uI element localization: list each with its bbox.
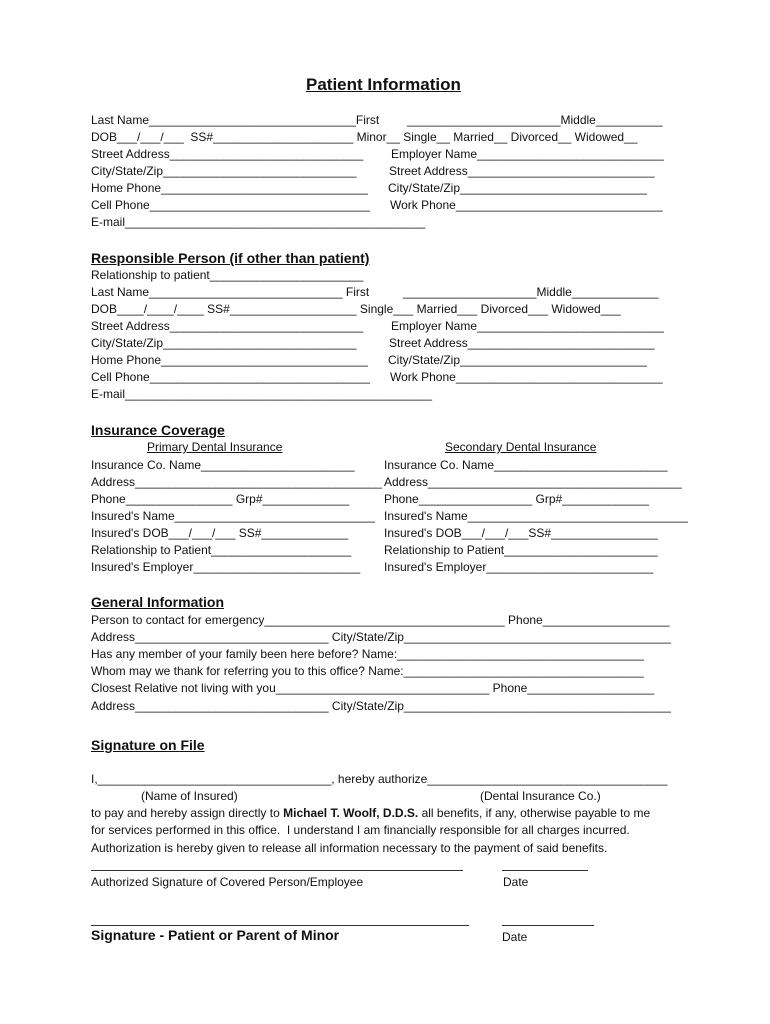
resp-street-address-field[interactable]: Street Address_____________________________ [91, 319, 364, 333]
resp-last-name-field[interactable]: Last Name_____________________________ First [91, 285, 370, 299]
patient-date-label: Date [502, 930, 528, 944]
home-phone-field[interactable]: Home Phone_______________________________ [91, 181, 368, 195]
primary-insured-dob-field[interactable]: Insured's DOB___/___/___ SS#_____________ [91, 526, 349, 540]
resp-work-phone-field[interactable]: Work Phone_______________________________ [390, 370, 663, 384]
email-field[interactable]: E-mail_____________________________________________ [91, 215, 426, 229]
secondary-insurance-co-field[interactable]: Insurance Co. Name__________________________ [384, 458, 668, 472]
dental-insurance-co-caption: (Dental Insurance Co.) [480, 789, 601, 803]
secondary-phone-grp-field[interactable]: Phone_________________ Grp#_____________ [384, 492, 649, 506]
family-member-field[interactable]: Has any member of your family been here before? Name:_____________________________________ [91, 647, 645, 661]
responsibility-paragraph: for services performed in this office. I understand I am financially responsible for all charges incurred. [91, 823, 630, 837]
authorized-date-line[interactable] [502, 870, 588, 871]
primary-insurance-label: Primary Dental Insurance [147, 440, 283, 454]
resp-cell-phone-field[interactable]: Cell Phone_________________________________ [91, 370, 370, 384]
doctor-name: Michael T. Woolf, D.D.S. [283, 806, 419, 820]
primary-address-field[interactable]: Address_____________________________________ [91, 475, 382, 489]
referral-field[interactable]: Whom may we thank for referring you to this office? Name:____________________________________ [91, 664, 644, 678]
signature-on-file-heading: Signature on File [91, 737, 205, 753]
resp-employer-name-field[interactable]: Employer Name____________________________ [391, 319, 664, 333]
assignment-text-b: all benefits, if any, otherwise payable to me [418, 806, 651, 820]
secondary-address-field[interactable]: Address______________________________________ [384, 475, 682, 489]
authorized-signature-label: Authorized Signature of Covered Person/Employee [91, 875, 364, 889]
resp-employer-street-field[interactable]: Street Address____________________________ [389, 336, 655, 350]
work-phone-field[interactable]: Work Phone_______________________________ [390, 198, 663, 212]
patient-date-line[interactable] [502, 925, 594, 926]
authorized-date-label: Date [503, 875, 529, 889]
emergency-address-field[interactable]: Address_____________________________ City/State/Zip________________________________________ [91, 630, 671, 644]
responsible-person-heading: Responsible Person (if other than patient) [91, 250, 370, 266]
resp-dob-ss-marital-field[interactable]: DOB____/____/____ SS#___________________ Single___ Married___ Divorced___ Widowed___ [91, 302, 621, 316]
relative-address-field[interactable]: Address_____________________________ City/State/Zip________________________________________ [91, 699, 671, 713]
primary-phone-grp-field[interactable]: Phone________________ Grp#_____________ [91, 492, 350, 506]
employer-city-state-zip-field[interactable]: City/State/Zip____________________________ [388, 181, 647, 195]
authorized-signature-line[interactable] [91, 870, 463, 871]
page-title: Patient Information [306, 75, 461, 94]
insurance-coverage-heading: Insurance Coverage [91, 422, 225, 438]
name-of-insured-caption: (Name of Insured) [141, 789, 238, 803]
authorization-line[interactable]: I,___________________________________, hereby authorize____________________________________ [91, 772, 668, 786]
resp-employer-city-field[interactable]: City/State/Zip____________________________ [388, 353, 647, 367]
resp-email-field[interactable]: E-mail______________________________________________ [91, 387, 432, 401]
resp-home-phone-field[interactable]: Home Phone_______________________________ [91, 353, 368, 367]
relationship-to-patient-field[interactable]: Relationship to patient_______________________ [91, 268, 364, 282]
secondary-insured-dob-field[interactable]: Insured's DOB___/___/___SS#________________ [384, 526, 658, 540]
assignment-paragraph [91, 805, 650, 821]
secondary-relationship-field[interactable]: Relationship to Patient_______________________ [384, 543, 658, 557]
city-state-zip-field[interactable]: City/State/Zip_____________________________ [91, 164, 357, 178]
emergency-contact-field[interactable]: Person to contact for emergency____________________________________ Phone___________________ [91, 613, 670, 627]
dob-ss-marital-field[interactable]: DOB___/___/___ SS#_____________________ Minor__ Single__ Married__ Divorced__ Widowed__ [91, 130, 638, 144]
closest-relative-field[interactable]: Closest Relative not living with you________________________________ Phone___________________ [91, 681, 655, 695]
general-information-heading: General Information [91, 594, 225, 610]
secondary-insured-name-field[interactable]: Insured's Name_________________________________ [384, 509, 688, 523]
employer-street-address-field[interactable]: Street Address____________________________ [389, 164, 655, 178]
secondary-insured-employer-field[interactable]: Insured's Employer_________________________ [384, 560, 654, 574]
patient-signature-label: Signature - Patient or Parent of Minor [91, 927, 340, 943]
release-paragraph: Authorization is hereby given to release all information necessary to the payment of said benefits. [91, 841, 608, 855]
first-middle-field[interactable]: _______________________Middle__________ [407, 113, 663, 127]
cell-phone-field[interactable]: Cell Phone_________________________________ [91, 198, 370, 212]
primary-relationship-field[interactable]: Relationship to Patient_____________________ [91, 543, 352, 557]
resp-city-state-zip-field[interactable]: City/State/Zip_____________________________ [91, 336, 357, 350]
patient-signature-line[interactable] [91, 925, 469, 926]
assignment-text-a: to pay and hereby assign directly to [91, 806, 284, 820]
last-name-field[interactable]: Last Name_______________________________First [91, 113, 380, 127]
primary-insured-name-field[interactable]: Insured's Name______________________________ [91, 509, 375, 523]
street-address-field[interactable]: Street Address_____________________________ [91, 147, 364, 161]
employer-name-field[interactable]: Employer Name____________________________ [391, 147, 664, 161]
secondary-insurance-label: Secondary Dental Insurance [445, 440, 597, 454]
resp-first-middle-field[interactable]: ____________________Middle_____________ [403, 285, 659, 299]
primary-insurance-co-field[interactable]: Insurance Co. Name_______________________ [91, 458, 355, 472]
primary-insured-employer-field[interactable]: Insured's Employer_________________________ [91, 560, 361, 574]
